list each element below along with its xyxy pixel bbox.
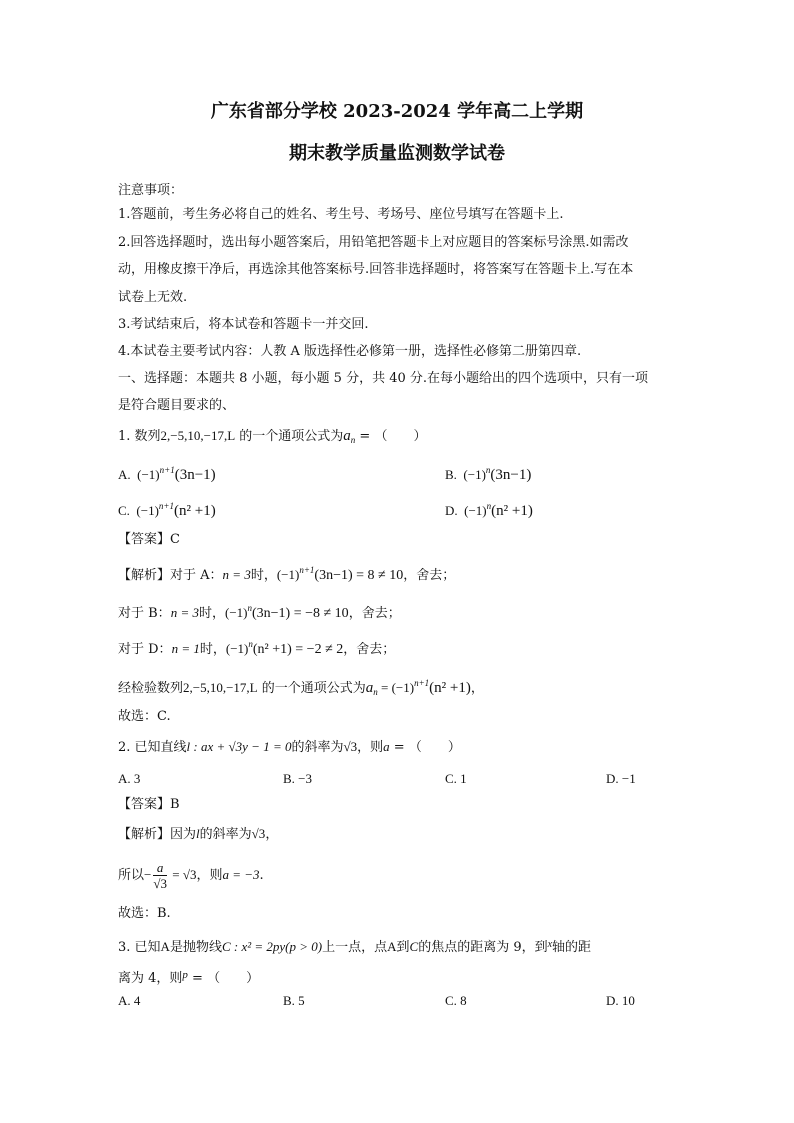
q1-analysis-4-eq: = (−1) [377, 680, 415, 695]
q3-stem-line2 [118, 966, 259, 988]
q1-mid: 的一个通项公式为 [235, 429, 344, 444]
q2-analysis-label: 【解析】 [118, 827, 171, 842]
q3-line1-c: 上一点，点 [322, 940, 388, 955]
q1-analysis-1-base: (−1) [276, 567, 300, 582]
q1-analysis-3-exp: n [248, 639, 253, 649]
document-title-line1: 广东省部分学校 2023-2024 学年高二上学期 [210, 101, 584, 122]
q1-analysis-1-when: 时， [250, 568, 277, 583]
q3-line1-e: 的焦点的距离为 9，到 [418, 940, 548, 955]
q1-option-d-label: D. [445, 503, 458, 518]
q2-mid: 的斜率为 [291, 740, 344, 755]
q1-option-c-label: C. [118, 503, 130, 518]
q1-analysis-3-rest: (n² +1) = −2 ≠ 2 [252, 642, 344, 657]
q2-analysis-1-end: ， [265, 827, 279, 842]
q1-analysis-1-cond: n = 3 [222, 567, 251, 582]
q1-analysis-4-body: (n² +1) [429, 680, 471, 696]
q1-option-d-exp: n [486, 501, 492, 511]
q3-point-a2: A [387, 939, 397, 954]
q1-analysis-2-rest: (3n−1) = −8 ≠ 10 [251, 606, 349, 621]
q1-a: a [343, 428, 351, 444]
q3-p: p [182, 969, 188, 981]
q1-analysis-4-mid: 的一个通项公式为 [257, 681, 366, 696]
q3-line2-a: 离为 4，则 [118, 971, 183, 986]
q2-analysis-2-eq: = √3 [169, 867, 197, 882]
q1-analysis-4-seq: 2,−5,10,−17,L [183, 680, 258, 695]
q1-option-b[interactable] [445, 461, 531, 484]
q1-option-a-label: A. [118, 467, 131, 482]
q1-analysis-2-base: (−1) [224, 605, 248, 620]
q1-analysis-3-end: ，舍去； [343, 642, 396, 657]
q1-analysis-1-text: 对于 A： [170, 568, 223, 583]
q2-analysis-2 [118, 858, 264, 893]
q2-prefix: 2. 已知直线 [118, 740, 187, 755]
q2-analysis-2-minus: − [144, 867, 152, 882]
q2-analysis-1-text: 因为 [170, 827, 197, 842]
q1-option-b-base: (−1) [463, 467, 486, 482]
q2-analysis-1-val: √3 [251, 826, 266, 841]
q1-analysis-2 [118, 599, 401, 623]
q2-fraction [153, 860, 167, 891]
q3-line1-d: 到 [396, 940, 410, 955]
notes-item-4: 4.本试卷主要考试内容：人教 A 版选择性必修第一册，选择性必修第二册第四章. [118, 344, 582, 359]
q1-analysis-4-text: 经检验数列 [118, 681, 184, 696]
q2-analysis-1-mid: 的斜率为 [199, 827, 252, 842]
q1-conclusion: 故选：C. [118, 709, 171, 724]
q2-var: a [383, 739, 390, 754]
q1-analysis-4-end: ， [470, 681, 484, 696]
q1-analysis-4-exp: n+1 [414, 678, 430, 688]
q1-analysis-1-exp: n+1 [299, 565, 315, 575]
q2-tail: = （ ） [389, 740, 461, 755]
q1-analysis-3 [118, 635, 395, 659]
q1-option-d-body: (n² +1) [491, 503, 533, 519]
q2-analysis-2-result: a = −3 [222, 867, 260, 882]
q2-option-b[interactable]: B. −3 [283, 771, 313, 786]
notes-item-2: 2.回答选择题时，选出每小题答案后，用铅笔把答题卡上对应题目的答案标号涂黑.如需改 [118, 235, 629, 250]
q2-analysis-1-l: l [196, 826, 200, 841]
q1-prefix: 1. 数列 [118, 429, 161, 444]
q1-analysis-4-a: a [365, 680, 374, 696]
q3-x-axis: x [547, 939, 553, 950]
q1-option-a-body: (3n−1) [174, 467, 216, 483]
q1-analysis-2-when: 时， [198, 606, 225, 621]
q3-stem-line1 [118, 936, 591, 957]
q1-option-c-body: (n² +1) [174, 503, 216, 519]
q2-option-c[interactable]: C. 1 [445, 771, 467, 786]
q3-option-a[interactable]: A. 4 [118, 993, 141, 1008]
q1-stem [118, 427, 426, 449]
notes-item-2-cont: 动，用橡皮擦干净后，再选涂其他答案标号.回答非选择题时，将答案写在答题卡上.写在本 [118, 262, 634, 277]
q1-analysis-3-base: (−1) [225, 641, 249, 656]
notes-heading: 注意事项： [118, 183, 184, 198]
q3-line1-b: 是抛物线 [169, 940, 222, 955]
q3-curve-c: C [409, 939, 419, 954]
q1-tail: = （ ） [355, 429, 427, 444]
q2-slope: √3 [343, 739, 358, 754]
q3-option-b[interactable]: B. 5 [283, 993, 305, 1008]
q1-option-a[interactable] [118, 461, 216, 484]
q1-analysis-2-cond: n = 3 [170, 605, 199, 620]
q1-analysis-4-sub: n [373, 687, 378, 697]
section-header-line1: 一、选择题：本题共 8 小题，每小题 5 分，共 40 分.在每小题给出的四个选项中，只有一项 [118, 371, 649, 386]
q1-answer: 【答案】C [118, 532, 180, 547]
section-header-line2: 是符合题目要求的、 [118, 398, 236, 413]
q1-option-b-label: B. [445, 467, 457, 482]
q1-analysis-2-end: ，舍去； [348, 606, 401, 621]
q1-analysis-3-cond: n = 1 [171, 641, 200, 656]
q2-fraction-numerator: a [153, 860, 167, 876]
q2-option-a[interactable]: A. 3 [118, 771, 141, 786]
document-title-line2: 期末教学质量监测数学试卷 [289, 143, 505, 164]
notes-item-2-end: 试卷上无效. [118, 290, 188, 305]
q1-sequence: 2,−5,10,−17,L [160, 428, 236, 443]
notes-item-3: 3.考试结束后，将本试卷和答题卡一并交回. [118, 317, 369, 332]
q1-option-c[interactable] [118, 497, 216, 520]
q2-then: ，则 [357, 740, 384, 755]
q1-option-a-base: (−1) [137, 467, 160, 482]
q1-analysis-3-when: 时， [199, 642, 226, 657]
q2-option-d[interactable]: D. −1 [606, 771, 636, 786]
q3-option-c[interactable]: C. 8 [445, 993, 467, 1008]
q1-a-subscript: n [350, 435, 356, 445]
q2-line-equation: l : ax + √3y − 1 = 0 [186, 739, 292, 754]
q3-parabola: C : x² = 2py(p > 0) [221, 939, 323, 954]
q2-fraction-denominator: √3 [153, 876, 167, 891]
q1-analysis-1-rest: (3n−1) = 8 ≠ 10 [314, 568, 404, 583]
q3-line1-a: 3. 已知 [118, 940, 161, 955]
q3-option-d[interactable]: D. 10 [606, 993, 635, 1008]
q1-analysis-2-text: 对于 B： [118, 606, 171, 621]
q3-point-a: A [160, 939, 170, 954]
q2-analysis-2-end: . [259, 868, 264, 883]
q1-analysis-3-text: 对于 D： [118, 642, 172, 657]
q2-stem [118, 738, 461, 757]
q1-analysis-2-exp: n [247, 603, 252, 613]
notes-item-1: 1.答题前，考生务必将自己的姓名、考生号、考场号、座位号填写在答题卡上. [118, 207, 564, 222]
q3-line2-b: = （ ） [187, 971, 260, 986]
q1-option-b-body: (3n−1) [490, 467, 532, 483]
q2-analysis-1 [118, 825, 278, 844]
q1-analysis-1 [118, 561, 455, 585]
q1-option-a-exp: n+1 [159, 465, 175, 475]
q1-option-c-base: (−1) [136, 503, 159, 518]
q2-analysis-2-text: 所以 [118, 868, 145, 883]
q1-analysis-4 [118, 674, 484, 701]
q1-option-d[interactable] [445, 497, 533, 520]
q1-analysis-label: 【解析】 [118, 568, 171, 583]
q2-conclusion: 故选：B. [118, 906, 171, 921]
q2-answer: 【答案】B [118, 797, 180, 812]
q1-option-c-exp: n+1 [158, 501, 174, 511]
q3-line1-f: 轴的距 [552, 940, 592, 955]
q1-option-d-base: (−1) [464, 503, 487, 518]
q1-analysis-1-end: ，舍去； [403, 568, 456, 583]
q1-option-b-exp: n [485, 465, 491, 475]
q2-analysis-2-then: ，则 [196, 868, 223, 883]
